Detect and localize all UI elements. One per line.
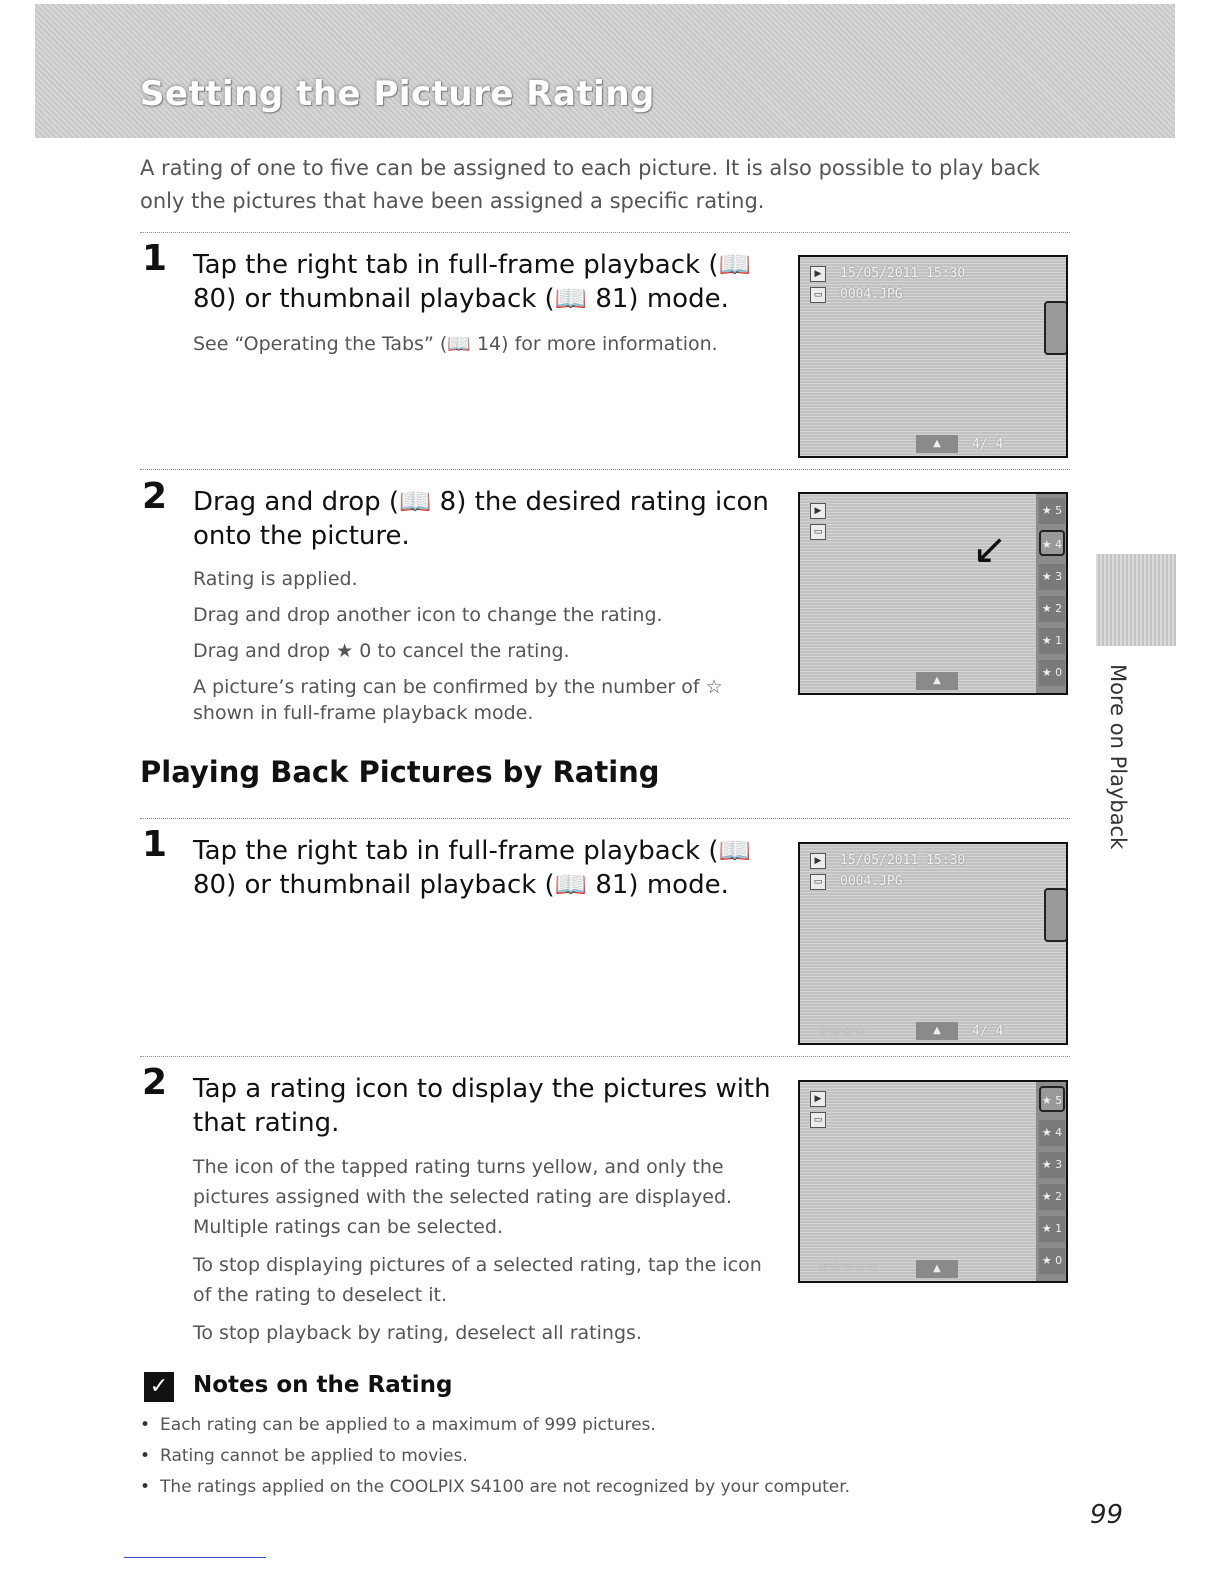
rating-1-icon[interactable]: ★ 1 <box>1039 1216 1065 1242</box>
step-title: Tap a rating icon to display the pictures with that rating. <box>193 1074 771 1138</box>
rating-stars: ☆☆☆☆☆ <box>816 1258 879 1276</box>
tab-up-icon: ▲ <box>916 1022 958 1040</box>
battery-icon: ▭ <box>810 524 826 540</box>
screen-datetime: 15/05/2011 15:30 <box>840 266 966 281</box>
camera-screen-full-frame <box>798 255 1068 458</box>
rating-0-icon: ★ 0 <box>1039 660 1065 686</box>
screen-counter: 4/ 4 <box>972 1024 1004 1039</box>
step-number: 1 <box>142 824 168 865</box>
divider <box>140 469 1070 470</box>
section-heading: Playing Back Pictures by Rating <box>140 755 660 789</box>
footer-line <box>124 1557 266 1558</box>
right-tab-icon <box>1044 888 1068 942</box>
playback-icon: ▶ <box>810 503 826 519</box>
camera-screen-rating-filter <box>798 1080 1068 1283</box>
tab-up-icon: ▲ <box>916 672 958 690</box>
divider <box>140 232 1070 233</box>
rating-2-icon: ★ 2 <box>1039 596 1065 622</box>
step-number: 1 <box>142 238 168 279</box>
step-text: To stop displaying pictures of a selected rating, tap the icon of the rating to deselect it. <box>193 1254 762 1306</box>
step-text: Rating is applied. <box>193 568 358 590</box>
rating-2-icon[interactable]: ★ 2 <box>1039 1184 1065 1210</box>
section-side-tab <box>1096 554 1176 646</box>
battery-icon: ▭ <box>810 287 826 303</box>
side-tab-label: More on Playback <box>1106 664 1130 850</box>
drag-arrow-icon: ↙ <box>972 524 1008 573</box>
step-text: Drag and drop ★ 0 to cancel the rating. <box>193 640 570 662</box>
camera-screen-rating-drag <box>798 492 1068 695</box>
rating-stars: ☆☆☆☆ <box>816 1022 866 1040</box>
divider <box>140 1056 1070 1057</box>
screen-datetime: 15/05/2011 15:30 <box>840 853 966 868</box>
rating-4-icon: ★ 4 <box>1039 530 1065 556</box>
page-title: Setting the Picture Rating <box>140 74 655 114</box>
step-body <box>193 566 773 736</box>
tab-up-icon: ▲ <box>916 1260 958 1278</box>
camera-screen-full-frame-rated <box>798 842 1068 1045</box>
step-body <box>193 331 783 367</box>
step-number: 2 <box>142 476 168 517</box>
divider <box>140 818 1070 819</box>
rating-3-icon: ★ 3 <box>1039 564 1065 590</box>
step-text: See “Operating the Tabs” (📖 14) for more information. <box>193 333 718 355</box>
page-number: 99 <box>1090 1500 1124 1530</box>
rating-1-icon: ★ 1 <box>1039 628 1065 654</box>
battery-icon: ▭ <box>810 874 826 890</box>
list-item: • The ratings applied on the COOLPIX S4100 are not recognized by your computer. <box>140 1472 1040 1503</box>
screen-counter: 4/ 4 <box>972 437 1004 452</box>
playback-icon: ▶ <box>810 1091 826 1107</box>
notes-title: Notes on the Rating <box>193 1372 453 1398</box>
step-text: Drag and drop another icon to change the rating. <box>193 604 663 626</box>
screen-filename: 0004.JPG <box>840 874 903 889</box>
playback-icon: ▶ <box>810 266 826 282</box>
list-item: • Each rating can be applied to a maximum of 999 pictures. <box>140 1410 1040 1441</box>
rating-5-icon[interactable]: ★ 5 <box>1039 1086 1065 1112</box>
step-title: Tap the right tab in full-frame playback (📖 80) or thumbnail playback (📖 81) mode. <box>193 250 751 314</box>
right-tab-icon <box>1044 301 1068 355</box>
screen-filename: 0004.JPG <box>840 287 903 302</box>
step-text: The icon of the tapped rating turns yellow, and only the pictures assigned with the selected rating are displayed. Multiple ratings can be selected. <box>193 1156 733 1238</box>
intro-text: A rating of one to five can be assigned to each picture. It is also possible to play back only the pictures that have been assigned a specific rating. <box>140 156 1041 213</box>
step-title: Tap the right tab in full-frame playback (📖 80) or thumbnail playback (📖 81) mode. <box>193 836 751 900</box>
step-text: A picture’s rating can be confirmed by the number of ☆ shown in full-frame playback mode. <box>193 676 723 724</box>
step-text: To stop playback by rating, deselect all ratings. <box>193 1322 642 1344</box>
rating-0-icon[interactable]: ★ 0 <box>1039 1248 1065 1274</box>
header-banner <box>35 4 1175 138</box>
step-body <box>193 1152 783 1348</box>
rating-5-icon: ★ 5 <box>1039 498 1065 524</box>
checkmark-icon: ✓ <box>144 1372 174 1402</box>
tab-up-icon: ▲ <box>916 435 958 453</box>
list-item: • Rating cannot be applied to movies. <box>140 1441 1040 1472</box>
step-number: 2 <box>142 1062 168 1103</box>
battery-icon: ▭ <box>810 1112 826 1128</box>
notes-list <box>140 1410 1040 1503</box>
playback-icon: ▶ <box>810 853 826 869</box>
step-title: Drag and drop (📖 8) the desired rating icon onto the picture. <box>193 487 769 551</box>
rating-4-icon[interactable]: ★ 4 <box>1039 1120 1065 1146</box>
rating-3-icon[interactable]: ★ 3 <box>1039 1152 1065 1178</box>
